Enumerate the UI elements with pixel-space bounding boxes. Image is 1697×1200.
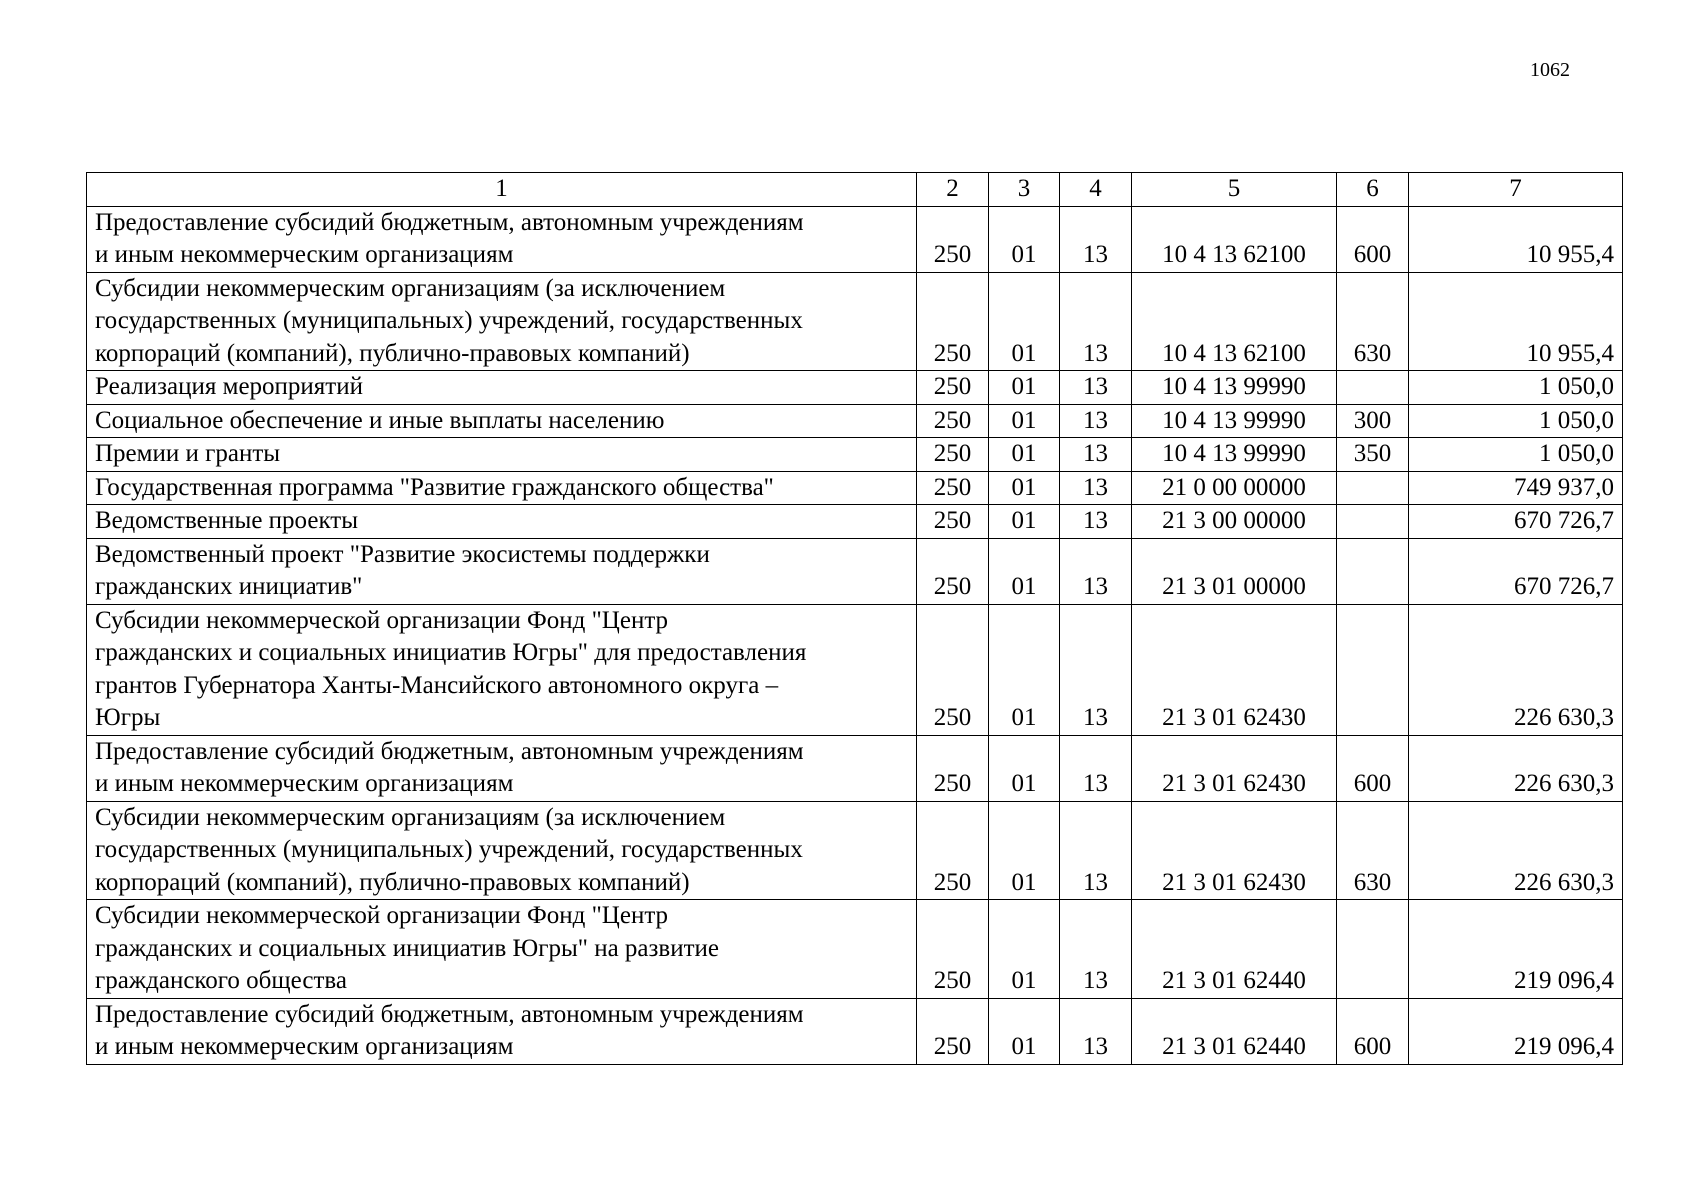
expense-name-line: Субсидии некоммерческой организации Фонд "Центр xyxy=(95,902,669,929)
amount-cell: 749 937,0 xyxy=(1409,471,1623,505)
expense-name-line: и иным некоммерческим организациям xyxy=(95,1033,514,1060)
expense-name-line: Предоставление субсидий бюджетным, автономным учреждениям xyxy=(95,208,804,236)
expense-type-cell xyxy=(1337,505,1409,539)
ministry-code-cell: 250 xyxy=(917,604,989,735)
expense-name-cell xyxy=(87,272,917,371)
expense-name-line: государственных (муниципальных) учреждений, государственных xyxy=(95,307,803,334)
target-article-cell: 21 3 01 62430 xyxy=(1132,735,1337,801)
section-code-cell: 01 xyxy=(989,538,1060,604)
target-article-cell: 10 4 13 62100 xyxy=(1132,206,1337,272)
section-code-cell: 01 xyxy=(989,206,1060,272)
table-row xyxy=(87,471,1623,505)
subsection-code-cell: 13 xyxy=(1060,801,1132,900)
amount-cell: 219 096,4 xyxy=(1409,998,1623,1064)
section-code-cell: 01 xyxy=(989,735,1060,801)
expense-name-line: Премии и гранты xyxy=(95,440,281,467)
table-row xyxy=(87,998,1623,1064)
expense-name-cell xyxy=(87,538,917,604)
ministry-code-cell: 250 xyxy=(917,801,989,900)
expense-type-cell: 600 xyxy=(1337,998,1409,1064)
expense-name-line: корпораций (компаний), публично-правовых компаний) xyxy=(95,868,690,896)
section-code-cell: 01 xyxy=(989,371,1060,405)
table-row xyxy=(87,505,1623,539)
expense-name-line: и иным некоммерческим организациям xyxy=(95,241,514,268)
expense-type-cell xyxy=(1337,471,1409,505)
column-header-1: 1 xyxy=(87,173,917,207)
subsection-code-cell: 13 xyxy=(1060,404,1132,438)
amount-cell: 226 630,3 xyxy=(1409,604,1623,735)
subsection-code-cell: 13 xyxy=(1060,272,1132,371)
ministry-code-cell: 250 xyxy=(917,438,989,472)
expense-name-line: Реализация мероприятий xyxy=(95,373,363,400)
expense-name-line: гражданского общества xyxy=(95,967,347,994)
subsection-code-cell: 13 xyxy=(1060,206,1132,272)
expense-name-cell xyxy=(87,404,917,438)
section-code-cell: 01 xyxy=(989,505,1060,539)
column-header-4: 4 xyxy=(1060,173,1132,207)
expense-name-line: Предоставление субсидий бюджетным, автономным учреждениям xyxy=(95,737,804,765)
expense-type-cell xyxy=(1337,371,1409,405)
amount-cell: 1 050,0 xyxy=(1409,438,1623,472)
expense-name-line: Государственная программа "Развитие гражданского общества" xyxy=(95,473,774,501)
expense-name-line: Субсидии некоммерческой организации Фонд "Центр xyxy=(95,606,669,634)
ministry-code-cell: 250 xyxy=(917,538,989,604)
expense-name-line: государственных (муниципальных) учреждений, государственных xyxy=(95,836,803,863)
ministry-code-cell: 250 xyxy=(917,404,989,438)
column-header-2: 2 xyxy=(917,173,989,207)
target-article-cell: 21 3 01 62440 xyxy=(1132,900,1337,999)
section-code-cell: 01 xyxy=(989,801,1060,900)
table-header xyxy=(87,173,1623,207)
table-row xyxy=(87,206,1623,272)
amount-cell: 1 050,0 xyxy=(1409,371,1623,405)
amount-cell: 670 726,7 xyxy=(1409,505,1623,539)
table-row xyxy=(87,900,1623,999)
amount-cell: 670 726,7 xyxy=(1409,538,1623,604)
expense-name-cell xyxy=(87,371,917,405)
subsection-code-cell: 13 xyxy=(1060,471,1132,505)
expense-name-cell xyxy=(87,900,917,999)
expense-type-cell xyxy=(1337,604,1409,735)
target-article-cell: 10 4 13 99990 xyxy=(1132,438,1337,472)
amount-cell: 1 050,0 xyxy=(1409,404,1623,438)
expense-name-line: Субсидии некоммерческим организациям (за исключением xyxy=(95,803,726,831)
expense-name-cell xyxy=(87,438,917,472)
subsection-code-cell: 13 xyxy=(1060,371,1132,405)
column-header-3: 3 xyxy=(989,173,1060,207)
expense-type-cell: 300 xyxy=(1337,404,1409,438)
expense-type-cell: 600 xyxy=(1337,735,1409,801)
target-article-cell: 21 3 01 62440 xyxy=(1132,998,1337,1064)
ministry-code-cell: 250 xyxy=(917,998,989,1064)
target-article-cell: 21 3 01 00000 xyxy=(1132,538,1337,604)
ministry-code-cell: 250 xyxy=(917,505,989,539)
expense-name-cell xyxy=(87,801,917,900)
table-row xyxy=(87,604,1623,735)
expense-name-line: Ведомственные проекты xyxy=(95,507,359,534)
section-code-cell: 01 xyxy=(989,272,1060,371)
section-code-cell: 01 xyxy=(989,438,1060,472)
table-row xyxy=(87,438,1623,472)
expense-name-cell xyxy=(87,604,917,735)
section-code-cell: 01 xyxy=(989,900,1060,999)
budget-table xyxy=(86,172,1623,1065)
table-row xyxy=(87,404,1623,438)
expense-type-cell: 630 xyxy=(1337,801,1409,900)
table-row xyxy=(87,735,1623,801)
target-article-cell: 10 4 13 99990 xyxy=(1132,371,1337,405)
table-row xyxy=(87,801,1623,900)
subsection-code-cell: 13 xyxy=(1060,604,1132,735)
expense-name-cell xyxy=(87,471,917,505)
expense-name-line: гражданских и социальных инициатив Югры" для предоставления xyxy=(95,639,807,666)
expense-type-cell xyxy=(1337,538,1409,604)
column-header-7: 7 xyxy=(1409,173,1623,207)
expense-name-line: корпораций (компаний), публично-правовых компаний) xyxy=(95,339,690,367)
target-article-cell: 21 3 00 00000 xyxy=(1132,505,1337,539)
target-article-cell: 21 3 01 62430 xyxy=(1132,801,1337,900)
ministry-code-cell: 250 xyxy=(917,371,989,405)
subsection-code-cell: 13 xyxy=(1060,735,1132,801)
expense-name-line: Субсидии некоммерческим организациям (за исключением xyxy=(95,274,726,302)
table-body xyxy=(87,206,1623,1064)
amount-cell: 219 096,4 xyxy=(1409,900,1623,999)
section-code-cell: 01 xyxy=(989,604,1060,735)
expense-type-cell: 630 xyxy=(1337,272,1409,371)
ministry-code-cell: 250 xyxy=(917,206,989,272)
expense-name-line: и иным некоммерческим организациям xyxy=(95,770,514,797)
expense-name-cell xyxy=(87,206,917,272)
expense-name-cell xyxy=(87,735,917,801)
expense-type-cell: 350 xyxy=(1337,438,1409,472)
expense-name-cell xyxy=(87,505,917,539)
page-number: 1062 xyxy=(1530,59,1570,81)
subsection-code-cell: 13 xyxy=(1060,998,1132,1064)
ministry-code-cell: 250 xyxy=(917,272,989,371)
expense-name-line: Социальное обеспечение и иные выплаты населению xyxy=(95,406,665,434)
amount-cell: 10 955,4 xyxy=(1409,206,1623,272)
expense-name-line: гражданских инициатив" xyxy=(95,573,363,600)
table-row xyxy=(87,371,1623,405)
subsection-code-cell: 13 xyxy=(1060,900,1132,999)
expense-name-line: грантов Губернатора Ханты-Мансийского автономного округа – xyxy=(95,671,779,699)
expense-name-line: гражданских и социальных инициатив Югры" на развитие xyxy=(95,934,719,962)
section-code-cell: 01 xyxy=(989,471,1060,505)
section-code-cell: 01 xyxy=(989,404,1060,438)
target-article-cell: 10 4 13 99990 xyxy=(1132,404,1337,438)
subsection-code-cell: 13 xyxy=(1060,538,1132,604)
expense-name-cell xyxy=(87,998,917,1064)
table-row xyxy=(87,538,1623,604)
amount-cell: 226 630,3 xyxy=(1409,801,1623,900)
target-article-cell: 21 3 01 62430 xyxy=(1132,604,1337,735)
section-code-cell: 01 xyxy=(989,998,1060,1064)
subsection-code-cell: 13 xyxy=(1060,438,1132,472)
ministry-code-cell: 250 xyxy=(917,735,989,801)
ministry-code-cell: 250 xyxy=(917,900,989,999)
amount-cell: 10 955,4 xyxy=(1409,272,1623,371)
table-row xyxy=(87,272,1623,371)
expense-name-line: Ведомственный проект "Развитие экосистемы поддержки xyxy=(95,540,710,568)
subsection-code-cell: 13 xyxy=(1060,505,1132,539)
expense-type-cell: 600 xyxy=(1337,206,1409,272)
expense-name-line: Предоставление субсидий бюджетным, автономным учреждениям xyxy=(95,1000,804,1028)
header-row xyxy=(87,173,1623,207)
expense-type-cell xyxy=(1337,900,1409,999)
expense-name-line: Югры xyxy=(95,704,161,731)
column-header-6: 6 xyxy=(1337,173,1409,207)
target-article-cell: 21 0 00 00000 xyxy=(1132,471,1337,505)
column-header-5: 5 xyxy=(1132,173,1337,207)
amount-cell: 226 630,3 xyxy=(1409,735,1623,801)
target-article-cell: 10 4 13 62100 xyxy=(1132,272,1337,371)
ministry-code-cell: 250 xyxy=(917,471,989,505)
